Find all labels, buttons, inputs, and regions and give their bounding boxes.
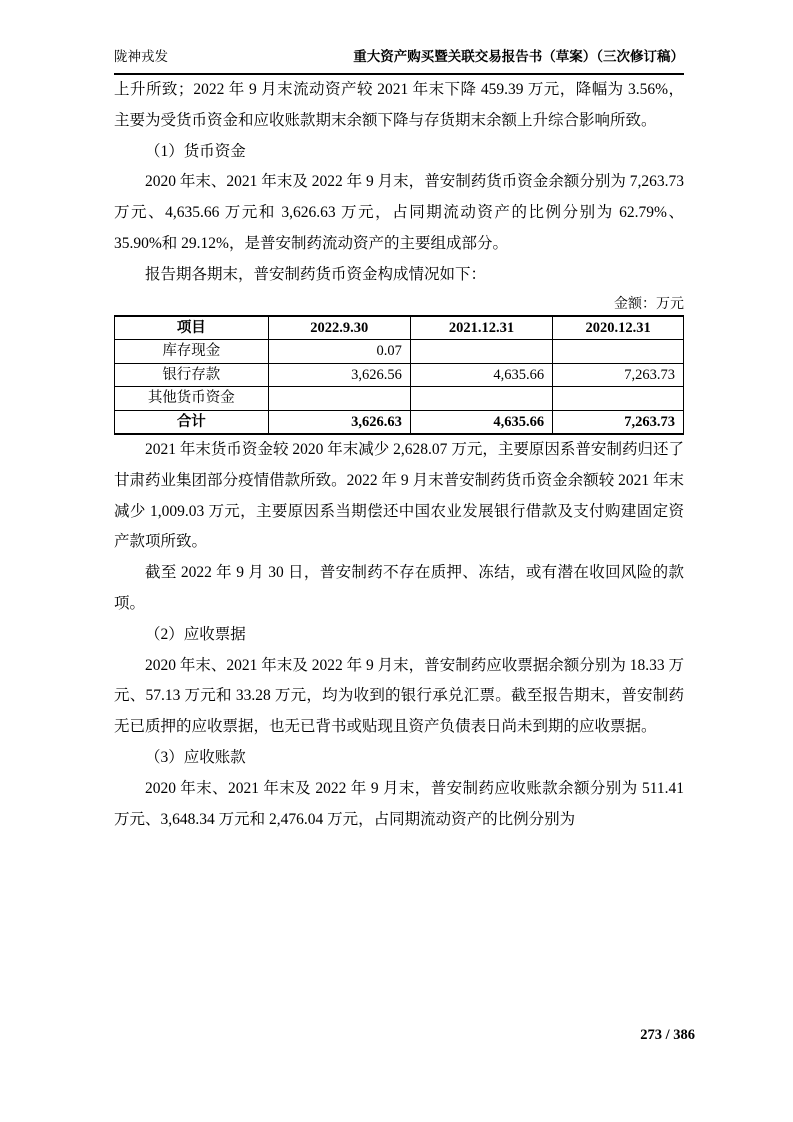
table-cell-item: 银行存款 xyxy=(115,363,269,387)
table-cell-value: 3,626.56 xyxy=(268,363,410,387)
paragraph-currency-overview: 2020 年末、2021 年末及 2022 年 9 月末，普安制药货币资金余额分别为 7,263.73 万元、4,635.66 万元和 3,626.63 万元，占同期流动资产的比例分别为 62.79%、35.90%和 29.12%，是普安制药流动资产的主要组成部分。 xyxy=(114,173,684,252)
paragraph-table-intro: 报告期各期末，普安制药货币资金构成情况如下： xyxy=(145,265,487,283)
table-row xyxy=(115,340,684,364)
heading-notes-receivable: （2）应收票据 xyxy=(145,625,246,643)
heading-currency-funds: （1）货币资金 xyxy=(145,142,246,160)
table-cell-value: 4,635.66 xyxy=(410,363,552,387)
table-header-row xyxy=(115,316,684,340)
paragraph-notes-receivable: 2020 年末、2021 年末及 2022 年 9 月末，普安制药应收票据余额分别为 18.33 万元、57.13 万元和 33.28 万元，均为收到的银行承兑汇票。截至报告期末，普安制药无已质押的应收票据，也无已背书或贴现且资产负债表日尚未到期的应收票据。 xyxy=(114,656,684,736)
table-cell-value xyxy=(410,340,552,364)
header-report-title: 重大资产购买暨关联交易报告书（草案）（三次修订稿） xyxy=(353,49,684,64)
table-cell-total-value: 3,626.63 xyxy=(268,410,410,434)
table-cell-total-value: 7,263.73 xyxy=(553,410,684,434)
table-cell-value xyxy=(268,387,410,411)
table-col-2021: 2021.12.31 xyxy=(410,316,552,340)
heading-accounts-receivable: （3）应收账款 xyxy=(145,749,246,767)
paragraph-currency-change: 2021 年末货币资金较 2020 年末减少 2,628.07 万元，主要原因系普安制药归还了甘肃药业集团部分疫情借款所致。2022 年 9 月末普安制药货币资金余额较 2021 年末减少 1,009.03 万元，主要原因系当期偿还中国农业发展银行借款及支付购建固定资产款项所致。 xyxy=(114,441,684,551)
table-cell-total-value: 4,635.66 xyxy=(410,410,552,434)
table-cell-value: 0.07 xyxy=(268,340,410,364)
paragraph-no-pledge: 截至 2022 年 9 月 30 日，普安制药不存在质押、冻结，或有潜在收回风险的款项。 xyxy=(114,564,684,613)
table-row xyxy=(115,387,684,411)
currency-funds-table xyxy=(114,315,684,436)
table-cell-value xyxy=(553,340,684,364)
table-cell-item: 库存现金 xyxy=(115,340,269,364)
paragraph-accounts-receivable: 2020 年末、2021 年末及 2022 年 9 月末，普安制药应收账款余额分别为 511.41 万元、3,648.34 万元和 2,476.04 万元，占同期流动资产的比例分别为 xyxy=(114,779,684,828)
table-col-2022: 2022.9.30 xyxy=(268,316,410,340)
paragraph-intro: 上升所致；2022 年 9 月末流动资产较 2021 年末下降 459.39 万元，降幅为 3.56%，主要为受货币资金和应收账款期末余额下降与存货期末余额上升综合影响所致。 xyxy=(114,81,684,129)
table-cell-item: 其他货币资金 xyxy=(115,387,269,411)
table-row xyxy=(115,363,684,387)
table-col-2020: 2020.12.31 xyxy=(553,316,684,340)
table-cell-total-label: 合计 xyxy=(115,410,269,434)
table-cell-value: 7,263.73 xyxy=(553,363,684,387)
table-cell-value xyxy=(410,387,552,411)
table-cell-value xyxy=(553,387,684,411)
header-company-name: 陇神戎发 xyxy=(114,49,168,64)
table-total-row xyxy=(115,410,684,434)
table-unit-caption: 金额：万元 xyxy=(614,296,684,312)
table-col-item: 项目 xyxy=(115,316,269,340)
page-number: 273 / 386 xyxy=(640,1027,695,1043)
page-content xyxy=(114,48,684,835)
page-header xyxy=(114,48,684,75)
